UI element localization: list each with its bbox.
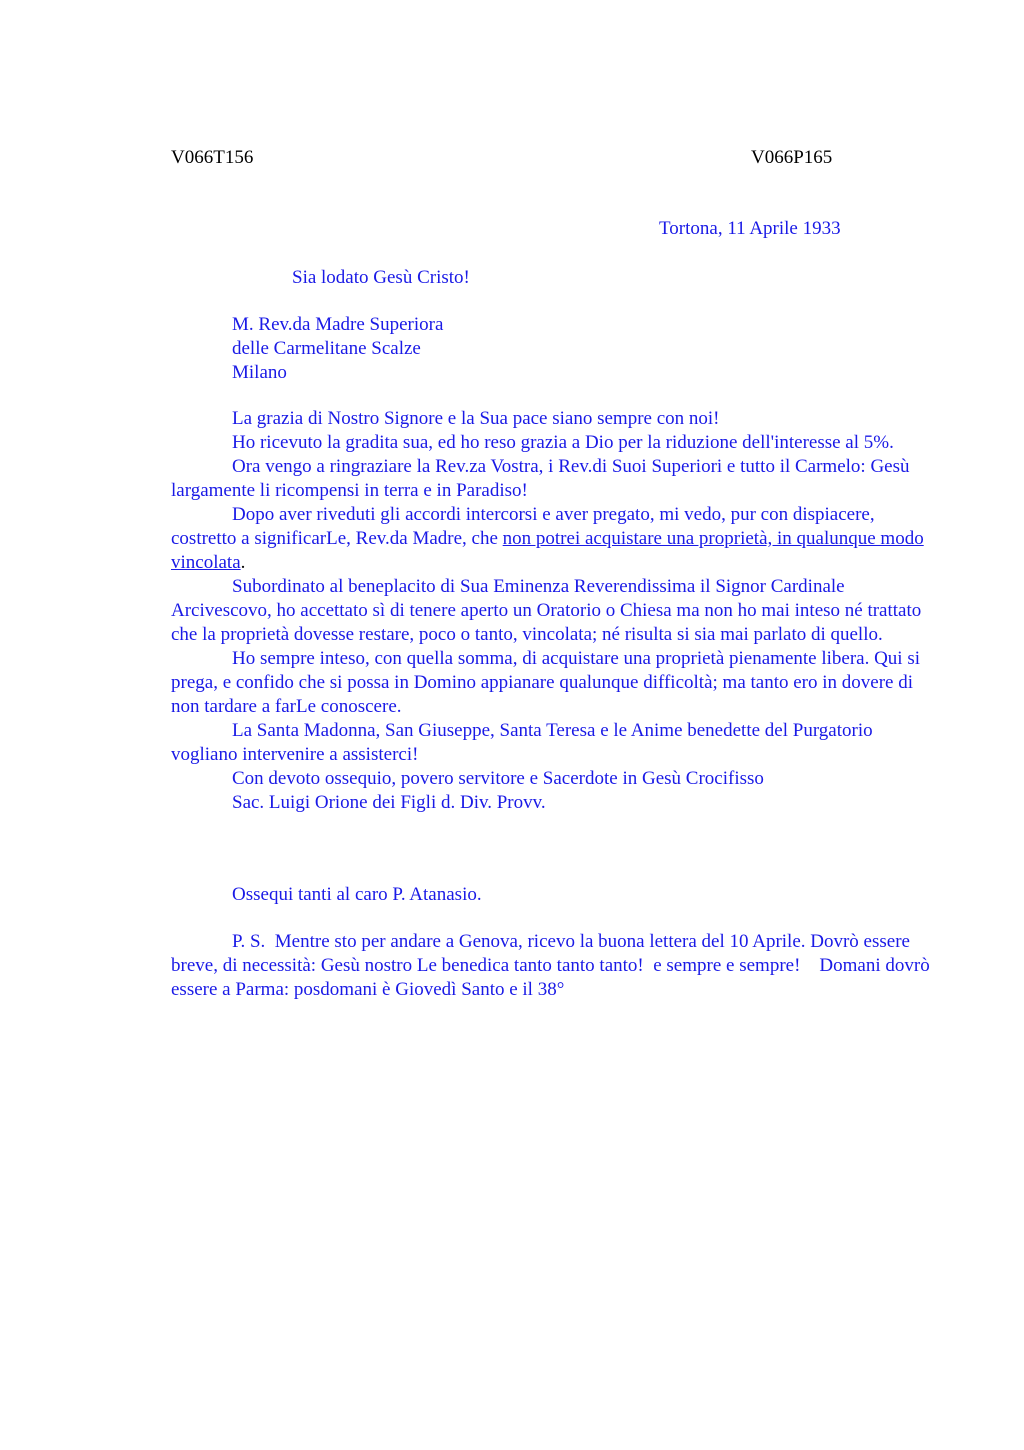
paragraph-blessing: La Santa Madonna, San Giuseppe, Santa Teresa e le Anime benedette del Purgatorio vogliano intervenire a assisterci!: [171, 720, 873, 765]
paragraph-property-end: .: [240, 552, 246, 573]
paragraph-property: [171, 503, 931, 575]
paragraph-property-start: Dopo aver riveduti gli accordi intercorsi e aver pregato, mi vedo, pur con dispiacere, costretto a significarLe, Rev.da Madre, che: [171, 504, 875, 549]
invocation: Sia lodato Gesù Cristo!: [292, 267, 470, 288]
postscript-block: [171, 930, 935, 1002]
paragraph-greeting: La grazia di Nostro Signore e la Sua pace siano sempre con noi!: [232, 408, 720, 429]
place-date: Tortona, 11 Aprile 1933: [659, 218, 841, 239]
addressee-line-2: delle Carmelitane Scalze: [232, 338, 421, 359]
signature: Sac. Luigi Orione dei Figli d. Div. Provv.: [232, 792, 546, 813]
addressee-line-1: M. Rev.da Madre Superiora: [232, 314, 444, 335]
document-code-right: V066P165: [751, 147, 833, 168]
postscript: P. S. Mentre sto per andare a Genova, ricevo la buona lettera del 10 Aprile. Dovrò essere breve, di necessità: Gesù nostro Le benedica tanto tanto tanto! e sempre e sempre! Domani dovrò essere a Parma: posdomani è Giovedì Santo e il 38°: [171, 931, 935, 1000]
greeting-atanasio: Ossequi tanti al caro P. Atanasio.: [232, 884, 482, 905]
underlined-statement: non potrei acquistare una proprietà, in qualunque modo vincolata: [171, 528, 924, 573]
paragraph-intent: Ho sempre inteso, con quella somma, di acquistare una proprietà pienamente libera. Qui si prega, e confido che si possa in Domino appianare qualunque difficoltà; ma tanto ero in dovere di non tardare a farLe conoscere.: [171, 648, 921, 717]
paragraph-thanks: Ora vengo a ringraziare la Rev.za Vostra, i Rev.di Suoi Superiori e tutto il Carmelo: Gesù largamente li ricompensi in terra e in Paradiso!: [171, 456, 910, 501]
document-code-left: V066T156: [171, 147, 254, 168]
addressee-line-3: Milano: [232, 362, 287, 383]
letter-body: [171, 407, 931, 815]
closing-line: Con devoto ossequio, povero servitore e Sacerdote in Gesù Crocifisso: [232, 768, 764, 789]
paragraph-oratory: Subordinato al beneplacito di Sua Eminenza Reverendissima il Signor Cardinale Arcivescovo, ho accettato sì di tenere aperto un Oratorio o Chiesa ma non ho mai inteso né trattato che la proprietà dovesse restare, poco o tanto, vincolata; né risulta si sia mai parlato di quello.: [171, 576, 922, 645]
paragraph-interest: Ho ricevuto la gradita sua, ed ho reso grazia a Dio per la riduzione dell'interesse al 5%.: [232, 432, 894, 453]
